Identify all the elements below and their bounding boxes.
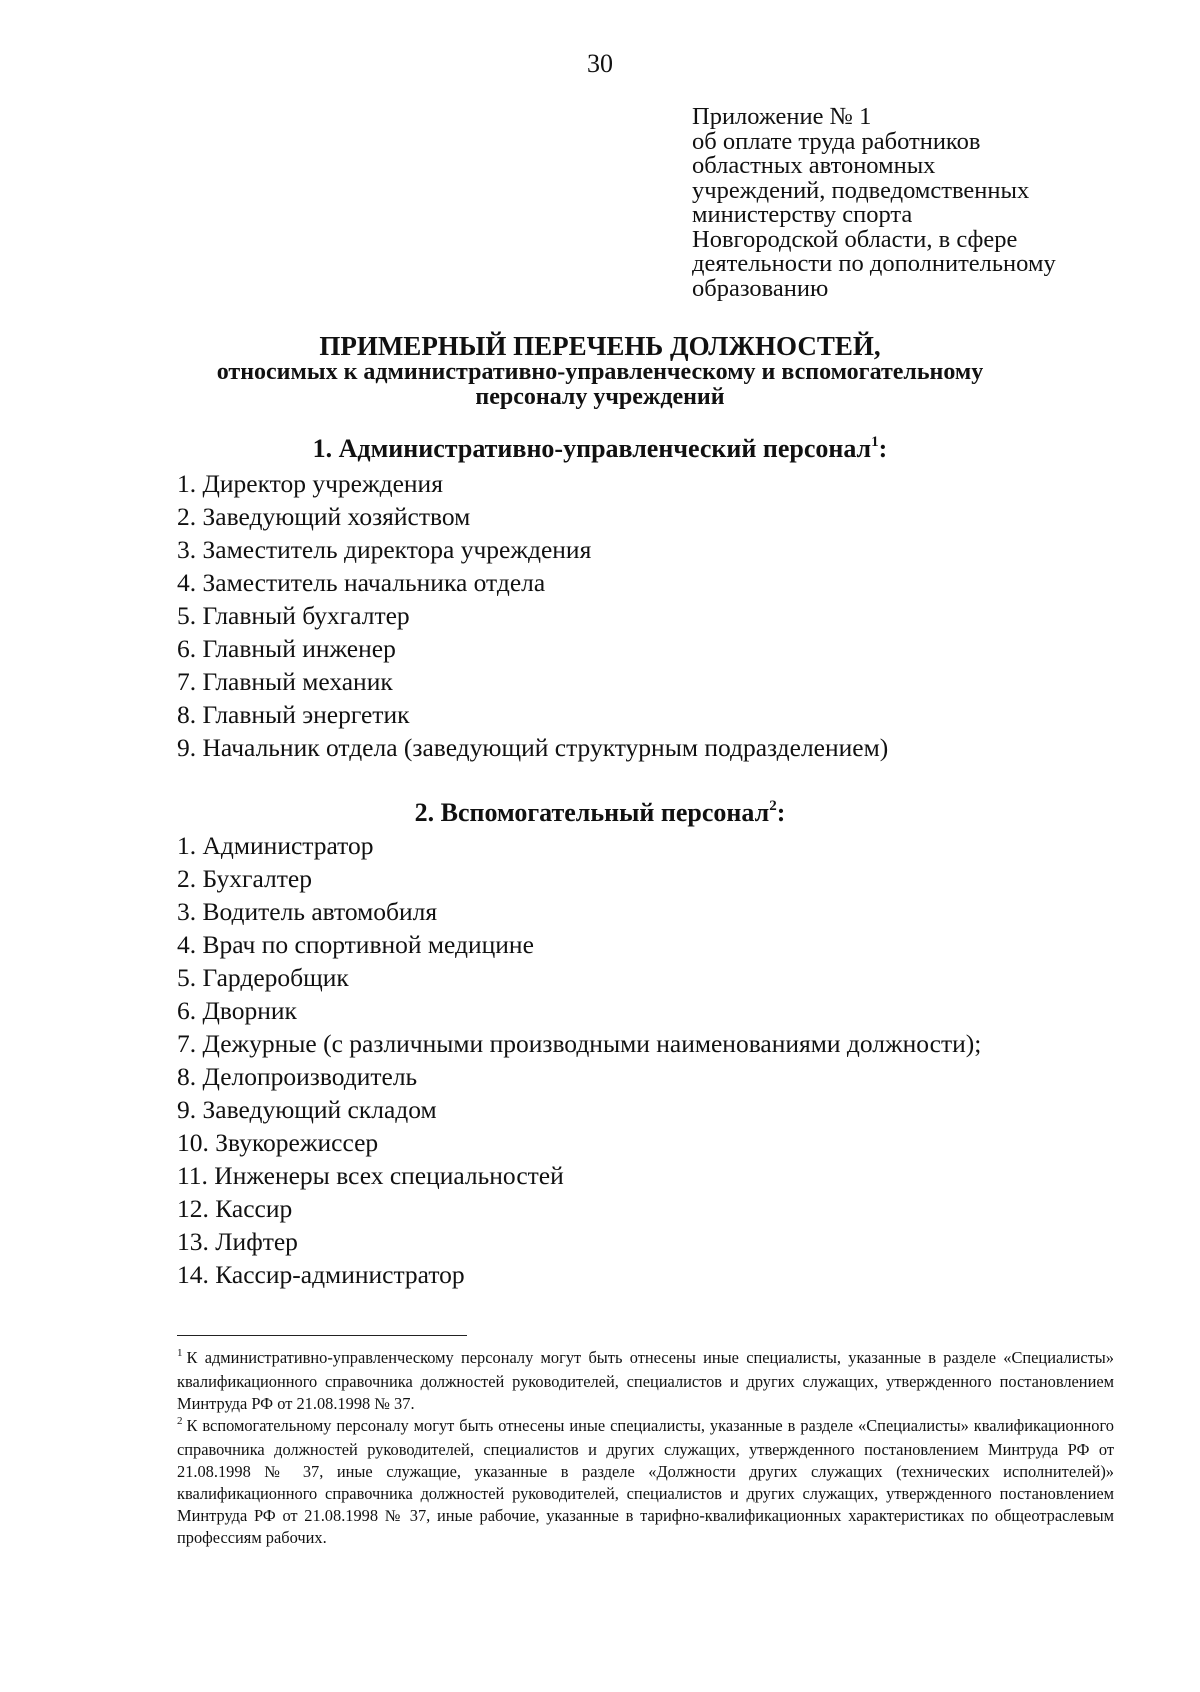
list-item: 14. Кассир-администратор: [177, 1260, 465, 1289]
footnote-text: К вспомогательному персоналу могут быть отнесены иные специалисты, указанные в разделе «Специалисты» квалификационного справочника должностей руководителей, специалистов и других служащих, утвержденного постановлением Минтруда РФ от 21.08.1998 № 37, иные служащие, указанные в разделе «Должности других служащих (технических исполнителей)» квалификационного справочника должностей руководителей, специалистов и других служащих, утвержденного постановлением Минтруда РФ от 21.08.1998 № 37, иные рабочие, указанные в тарифно-квалификационных характеристиках по общеотраслевым профессиям рабочих.: [177, 1416, 1114, 1547]
footnote-1: [177, 1347, 1114, 1415]
footnote-ref-1: 1: [871, 434, 879, 450]
list-item: 1. Директор учреждения: [177, 469, 443, 498]
page-number: 30: [587, 49, 613, 78]
appendix-block: [692, 105, 1162, 301]
list-item: 13. Лифтер: [177, 1227, 298, 1256]
subtitle-line: персоналу учреждений: [475, 384, 725, 410]
section-2-heading-text: 2. Вспомогательный персонал: [414, 798, 770, 827]
list-item: 9. Начальник отдела (заведующий структурным подразделением): [177, 733, 889, 762]
subtitle-line: относимых к административно-управленческому и вспомогательному: [216, 359, 984, 385]
list-item: 9. Заведующий складом: [177, 1095, 437, 1124]
appendix-line: учреждений, подведомственных: [692, 176, 1030, 204]
footnote-mark: 2: [177, 1415, 183, 1427]
footnote-divider: [177, 1335, 467, 1336]
list-item: 8. Главный энергетик: [177, 700, 410, 729]
list-item: 5. Главный бухгалтер: [177, 601, 410, 630]
appendix-line: Приложение № 1: [692, 103, 872, 130]
list-item: 3. Водитель автомобиля: [177, 897, 438, 926]
list-item: 12. Кассир: [177, 1194, 293, 1223]
list-item: 10. Звукорежиссер: [177, 1128, 379, 1157]
document-title: ПРИМЕРНЫЙ ПЕРЕЧЕНЬ ДОЛЖНОСТЕЙ,: [319, 331, 881, 361]
footnote-mark: 1: [177, 1347, 183, 1359]
footnote-2: [177, 1415, 1114, 1549]
section-2-heading: [0, 798, 1200, 832]
list-item: 1. Администратор: [177, 831, 374, 860]
section-1-list: [177, 467, 888, 764]
footnote-ref-2: 2: [769, 798, 777, 814]
footnote-text: К административно-управленческому персоналу могут быть отнесены иные специалисты, указанные в разделе «Специалисты» квалификационного справочника должностей руководителей, специалистов и других служащих, утвержденного постановлением Минтруда РФ от 21.08.1998 № 37.: [177, 1348, 1114, 1413]
appendix-line: министерству спорта: [692, 201, 913, 228]
section-1-heading-text: 1. Административно-управленческий персонал: [312, 434, 872, 463]
list-item: 3. Заместитель директора учреждения: [177, 535, 592, 564]
appendix-line: об оплате труда работников: [692, 127, 981, 155]
list-item: 2. Бухгалтер: [177, 864, 312, 893]
appendix-line: образованию: [692, 274, 829, 302]
list-item: 7. Главный механик: [177, 667, 393, 696]
list-item: 6. Дворник: [177, 996, 297, 1025]
document-subtitle: [0, 360, 1200, 410]
section-1-heading: [0, 434, 1200, 468]
appendix-line: Новгородской области, в сфере: [692, 225, 1018, 253]
list-item: 4. Врач по спортивной медицине: [177, 930, 534, 959]
heading-colon: :: [776, 798, 786, 827]
list-item: 4. Заместитель начальника отдела: [177, 568, 546, 597]
list-item: 7. Дежурные (с различными производными наименованиями должности);: [177, 1029, 982, 1058]
footnotes: [177, 1347, 1114, 1549]
list-item: 8. Делопроизводитель: [177, 1062, 418, 1091]
appendix-line: областных автономных: [692, 152, 936, 179]
list-item: 11. Инженеры всех специальностей: [177, 1161, 564, 1190]
list-item: 6. Главный инженер: [177, 634, 396, 663]
list-item: 5. Гардеробщик: [177, 963, 349, 992]
section-2-list: [177, 829, 981, 1291]
appendix-line: деятельности по дополнительному: [692, 250, 1056, 277]
list-item: 2. Заведующий хозяйством: [177, 502, 471, 531]
heading-colon: :: [878, 434, 888, 463]
